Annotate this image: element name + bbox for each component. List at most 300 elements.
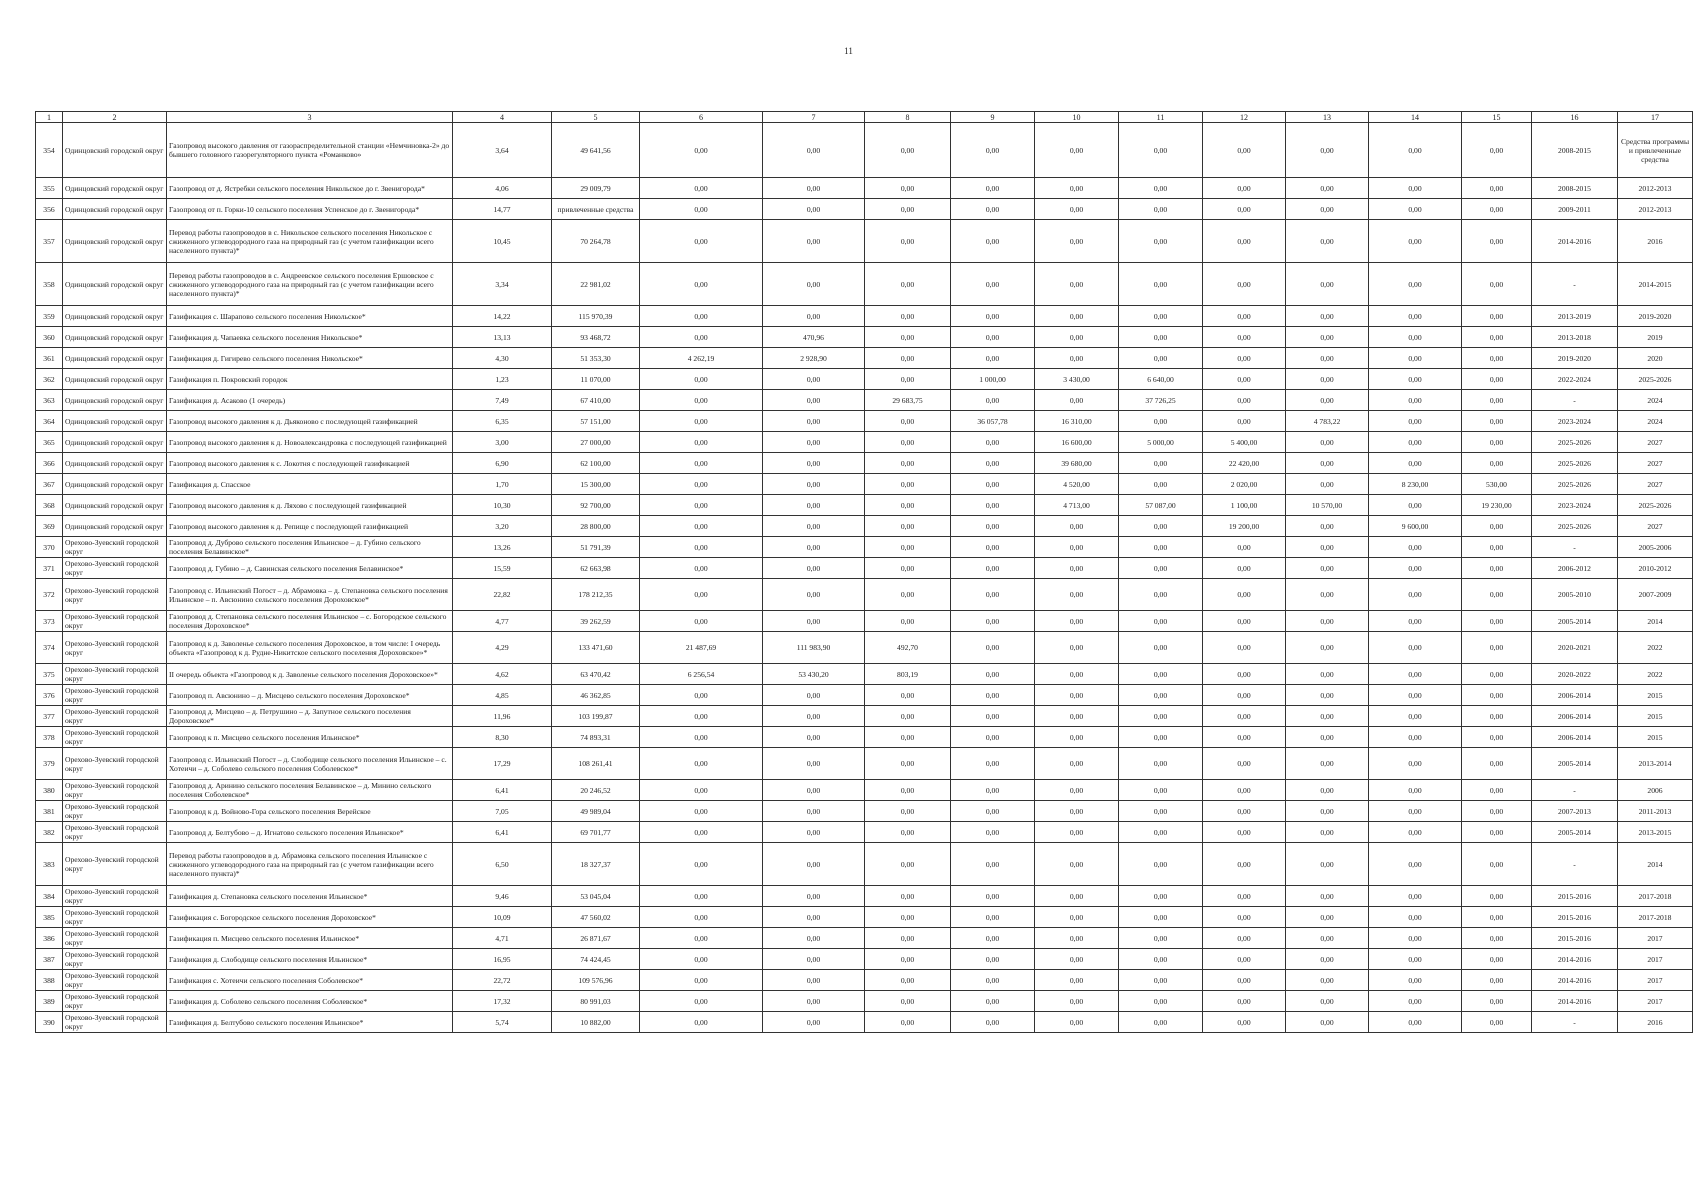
value-cell: 0,00	[1462, 199, 1532, 220]
value-cell: 49 989,04	[552, 801, 640, 822]
value-cell: 9 600,00	[1369, 516, 1462, 537]
value-cell: 0,00	[1286, 727, 1369, 748]
value-cell: 4,29	[453, 632, 552, 664]
value-cell: 2027	[1618, 453, 1693, 474]
value-cell: 2006-2014	[1532, 727, 1618, 748]
value-cell: 0,00	[951, 991, 1035, 1012]
value-cell: 2010-2012	[1618, 558, 1693, 579]
value-cell: 13,26	[453, 537, 552, 558]
row-number: 355	[36, 178, 63, 199]
value-cell: 0,00	[865, 327, 951, 348]
value-cell: 10,30	[453, 495, 552, 516]
district-cell: Орехово-Зуевский городской округ	[63, 991, 167, 1012]
row-number: 358	[36, 263, 63, 306]
value-cell: 6,90	[453, 453, 552, 474]
object-name-cell: Газопровод п. Авсюнино – д. Мисцево сельского поселения Дороховское*	[167, 685, 453, 706]
object-name-cell: Газификация д. Степановка сельского поселения Ильинское*	[167, 886, 453, 907]
row-number: 383	[36, 843, 63, 886]
district-cell: Орехово-Зуевский городской округ	[63, 558, 167, 579]
value-cell: 0,00	[951, 579, 1035, 611]
value-cell: 0,00	[763, 306, 865, 327]
value-cell: 2019-2020	[1618, 306, 1693, 327]
value-cell: 0,00	[1119, 822, 1203, 843]
value-cell: 0,00	[763, 432, 865, 453]
value-cell: 0,00	[1203, 949, 1286, 970]
value-cell: 0,00	[640, 970, 763, 991]
value-cell: 2014	[1618, 843, 1693, 886]
value-cell: 0,00	[1462, 327, 1532, 348]
value-cell: 0,00	[865, 537, 951, 558]
value-cell: 0,00	[1286, 928, 1369, 949]
table-row	[36, 178, 1693, 199]
value-cell: 6,35	[453, 411, 552, 432]
value-cell: 0,00	[951, 453, 1035, 474]
value-cell: 2005-2006	[1618, 537, 1693, 558]
value-cell: 0,00	[1369, 822, 1462, 843]
value-cell: 1,23	[453, 369, 552, 390]
value-cell: 0,00	[1369, 390, 1462, 411]
value-cell: 0,00	[951, 1012, 1035, 1033]
district-cell: Орехово-Зуевский городской округ	[63, 537, 167, 558]
value-cell: 47 560,02	[552, 907, 640, 928]
value-cell: 6 256,54	[640, 664, 763, 685]
value-cell: 2025-2026	[1532, 432, 1618, 453]
object-name-cell: Газификация д. Белтубово сельского поселения Ильинское*	[167, 1012, 453, 1033]
object-name-cell: Перевод работы газопроводов в д. Абрамовка сельского поселения Ильинское с сжиженного углеводородного газа на природный газ (с учетом газификации всего населенного пункта)*	[167, 843, 453, 886]
value-cell: 0,00	[763, 123, 865, 178]
value-cell: Средства программы и привлеченные средства	[1618, 123, 1693, 178]
value-cell: 0,00	[951, 843, 1035, 886]
table-row	[36, 1012, 1693, 1033]
column-header: 3	[167, 112, 453, 123]
row-number: 386	[36, 928, 63, 949]
district-cell: Орехово-Зуевский городской округ	[63, 970, 167, 991]
value-cell: 0,00	[1462, 537, 1532, 558]
value-cell: 0,00	[763, 474, 865, 495]
district-cell: Одинцовский городской округ	[63, 432, 167, 453]
district-cell: Орехово-Зуевский городской округ	[63, 928, 167, 949]
value-cell: 6 640,00	[1119, 369, 1203, 390]
table-row	[36, 706, 1693, 727]
value-cell: 0,00	[1035, 123, 1119, 178]
value-cell: 0,00	[865, 178, 951, 199]
district-cell: Орехово-Зуевский городской округ	[63, 611, 167, 632]
value-cell: 0,00	[1035, 843, 1119, 886]
value-cell: 0,00	[1369, 558, 1462, 579]
value-cell: 3,64	[453, 123, 552, 178]
value-cell: 2017-2018	[1618, 907, 1693, 928]
value-cell: 0,00	[951, 348, 1035, 369]
value-cell: 0,00	[640, 495, 763, 516]
value-cell: 2008-2015	[1532, 178, 1618, 199]
value-cell: -	[1532, 263, 1618, 306]
value-cell: 51 791,39	[552, 537, 640, 558]
district-cell: Орехово-Зуевский городской округ	[63, 1012, 167, 1033]
value-cell: 0,00	[763, 369, 865, 390]
value-cell: 2027	[1618, 516, 1693, 537]
table-row	[36, 991, 1693, 1012]
value-cell: 0,00	[1119, 537, 1203, 558]
value-cell: 0,00	[1286, 801, 1369, 822]
value-cell: 0,00	[951, 632, 1035, 664]
value-cell: 14,77	[453, 199, 552, 220]
value-cell: 2015	[1618, 685, 1693, 706]
value-cell: 0,00	[1286, 220, 1369, 263]
value-cell: 2019-2020	[1532, 348, 1618, 369]
object-name-cell: Газопровод д. Дуброво сельского поселения Ильинское – д. Губино сельского поселения Белавинское*	[167, 537, 453, 558]
value-cell: 0,00	[1119, 780, 1203, 801]
value-cell: 4 262,19	[640, 348, 763, 369]
value-cell: 0,00	[640, 611, 763, 632]
table-row	[36, 390, 1693, 411]
value-cell: 0,00	[763, 843, 865, 886]
value-cell: 0,00	[1035, 306, 1119, 327]
value-cell: 103 199,87	[552, 706, 640, 727]
object-name-cell: Газопровод д. Губино – д. Савинская сельского поселения Белавинское*	[167, 558, 453, 579]
value-cell: 0,00	[1203, 537, 1286, 558]
value-cell: 10 570,00	[1286, 495, 1369, 516]
table-row	[36, 822, 1693, 843]
value-cell: 0,00	[763, 1012, 865, 1033]
table-row	[36, 579, 1693, 611]
row-number: 377	[36, 706, 63, 727]
value-cell: 111 983,90	[763, 632, 865, 664]
value-cell: 0,00	[1462, 348, 1532, 369]
value-cell: 0,00	[1369, 886, 1462, 907]
table-row	[36, 516, 1693, 537]
value-cell: 4,06	[453, 178, 552, 199]
object-name-cell: Газификация с. Шарапово сельского поселения Никольское*	[167, 306, 453, 327]
value-cell: 0,00	[763, 495, 865, 516]
value-cell: 7,05	[453, 801, 552, 822]
district-cell: Орехово-Зуевский городской округ	[63, 801, 167, 822]
value-cell: 0,00	[1119, 411, 1203, 432]
row-number: 372	[36, 579, 63, 611]
row-number: 362	[36, 369, 63, 390]
value-cell: 62 100,00	[552, 453, 640, 474]
value-cell: 9,46	[453, 886, 552, 907]
value-cell: 0,00	[763, 822, 865, 843]
value-cell: 2014-2016	[1532, 220, 1618, 263]
column-header: 11	[1119, 112, 1203, 123]
row-number: 379	[36, 748, 63, 780]
value-cell: 0,00	[951, 727, 1035, 748]
value-cell: 11 070,00	[552, 369, 640, 390]
table-row	[36, 263, 1693, 306]
value-cell: 0,00	[1369, 495, 1462, 516]
object-name-cell: Газопровод высокого давления к д. Новоалександровка с последующей газификацией	[167, 432, 453, 453]
value-cell: 803,19	[865, 664, 951, 685]
value-cell: 29 009,79	[552, 178, 640, 199]
value-cell: 0,00	[1035, 664, 1119, 685]
value-cell: 0,00	[1369, 685, 1462, 706]
value-cell: -	[1532, 1012, 1618, 1033]
value-cell: 49 641,56	[552, 123, 640, 178]
value-cell: 0,00	[1462, 390, 1532, 411]
value-cell: 0,00	[1203, 263, 1286, 306]
table-row	[36, 411, 1693, 432]
value-cell: 0,00	[865, 685, 951, 706]
value-cell: 0,00	[1462, 843, 1532, 886]
table-row	[36, 780, 1693, 801]
table-row	[36, 432, 1693, 453]
value-cell: 0,00	[865, 306, 951, 327]
value-cell: 0,00	[865, 495, 951, 516]
value-cell: 0,00	[1119, 748, 1203, 780]
value-cell: 0,00	[1462, 123, 1532, 178]
value-cell: 2 928,90	[763, 348, 865, 369]
value-cell: 2 020,00	[1203, 474, 1286, 495]
value-cell: 2023-2024	[1532, 495, 1618, 516]
column-header: 7	[763, 112, 865, 123]
value-cell: 2013-2018	[1532, 327, 1618, 348]
table-row	[36, 123, 1693, 178]
value-cell: 0,00	[1286, 886, 1369, 907]
value-cell: 0,00	[640, 516, 763, 537]
table-row	[36, 327, 1693, 348]
district-cell: Одинцовский городской округ	[63, 263, 167, 306]
value-cell: 0,00	[1203, 579, 1286, 611]
value-cell: 0,00	[1203, 843, 1286, 886]
value-cell: 0,00	[1119, 685, 1203, 706]
table-row	[36, 474, 1693, 495]
column-header: 4	[453, 112, 552, 123]
value-cell: 0,00	[640, 843, 763, 886]
value-cell: 0,00	[1035, 1012, 1119, 1033]
object-name-cell: Газопровод д. Мисцево – д. Петрушино – д. Запутное сельского поселения Дороховское*	[167, 706, 453, 727]
value-cell: 1 000,00	[951, 369, 1035, 390]
value-cell: 0,00	[1119, 970, 1203, 991]
value-cell: 530,00	[1462, 474, 1532, 495]
value-cell: 0,00	[951, 780, 1035, 801]
value-cell: 0,00	[865, 780, 951, 801]
value-cell: 0,00	[865, 220, 951, 263]
value-cell: 36 057,78	[951, 411, 1035, 432]
row-number: 390	[36, 1012, 63, 1033]
value-cell: 2017	[1618, 991, 1693, 1012]
value-cell: 0,00	[865, 949, 951, 970]
value-cell: 0,00	[1369, 579, 1462, 611]
value-cell: 4 783,22	[1286, 411, 1369, 432]
table-row	[36, 843, 1693, 886]
value-cell: 0,00	[1369, 348, 1462, 369]
value-cell: 2012-2013	[1618, 178, 1693, 199]
row-number: 366	[36, 453, 63, 474]
value-cell: 2006-2014	[1532, 685, 1618, 706]
value-cell: 93 468,72	[552, 327, 640, 348]
value-cell: 0,00	[865, 843, 951, 886]
value-cell: 0,00	[1203, 801, 1286, 822]
value-cell: 133 471,60	[552, 632, 640, 664]
value-cell: 80 991,03	[552, 991, 640, 1012]
table-row	[36, 907, 1693, 928]
object-name-cell: Перевод работы газопроводов в с. Андреевское сельского поселения Ершовское с сжиженного углеводородного газа на природный газ (с учетом газификации всего населенного пункта)*	[167, 263, 453, 306]
district-cell: Одинцовский городской округ	[63, 178, 167, 199]
value-cell: 15 300,00	[552, 474, 640, 495]
value-cell: 0,00	[1369, 123, 1462, 178]
value-cell: 0,00	[1369, 801, 1462, 822]
value-cell: 20 246,52	[552, 780, 640, 801]
value-cell: 0,00	[640, 727, 763, 748]
value-cell: 0,00	[1035, 558, 1119, 579]
value-cell: 0,00	[763, 453, 865, 474]
value-cell: 0,00	[1286, 516, 1369, 537]
value-cell: 0,00	[640, 907, 763, 928]
value-cell: 0,00	[763, 928, 865, 949]
value-cell: 0,00	[1119, 843, 1203, 886]
row-number: 384	[36, 886, 63, 907]
row-number: 387	[36, 949, 63, 970]
value-cell: 0,00	[1286, 263, 1369, 306]
value-cell: 22 420,00	[1203, 453, 1286, 474]
value-cell: 0,00	[640, 928, 763, 949]
column-header: 12	[1203, 112, 1286, 123]
value-cell: 0,00	[763, 178, 865, 199]
value-cell: 0,00	[1286, 843, 1369, 886]
value-cell: 0,00	[1035, 822, 1119, 843]
value-cell: -	[1532, 390, 1618, 411]
value-cell: -	[1532, 780, 1618, 801]
value-cell: 0,00	[865, 706, 951, 727]
value-cell: 0,00	[1203, 632, 1286, 664]
value-cell: 0,00	[1462, 780, 1532, 801]
value-cell: 0,00	[1286, 970, 1369, 991]
row-number: 368	[36, 495, 63, 516]
value-cell: 1,70	[453, 474, 552, 495]
value-cell: 0,00	[1462, 685, 1532, 706]
object-name-cell: Газопровод высокого давления к д. Ляхово с последующей газификацией	[167, 495, 453, 516]
value-cell: 0,00	[1119, 991, 1203, 1012]
value-cell: 10,45	[453, 220, 552, 263]
value-cell: 2009-2011	[1532, 199, 1618, 220]
value-cell: 0,00	[1203, 822, 1286, 843]
value-cell: 26 871,67	[552, 928, 640, 949]
value-cell: 0,00	[1119, 199, 1203, 220]
value-cell: 0,00	[865, 1012, 951, 1033]
value-cell: 0,00	[1286, 453, 1369, 474]
value-cell: 0,00	[1462, 453, 1532, 474]
value-cell: 0,00	[1119, 327, 1203, 348]
table-row	[36, 928, 1693, 949]
value-cell: 0,00	[763, 886, 865, 907]
value-cell: 0,00	[1203, 886, 1286, 907]
row-number: 389	[36, 991, 63, 1012]
value-cell: 13,13	[453, 327, 552, 348]
value-cell: 0,00	[951, 558, 1035, 579]
value-cell: 39 680,00	[1035, 453, 1119, 474]
value-cell: 2006	[1618, 780, 1693, 801]
value-cell: 0,00	[1286, 949, 1369, 970]
district-cell: Орехово-Зуевский городской округ	[63, 843, 167, 886]
value-cell: 0,00	[1369, 220, 1462, 263]
value-cell: 2019	[1618, 327, 1693, 348]
value-cell: 0,00	[640, 949, 763, 970]
value-cell: 57 087,00	[1119, 495, 1203, 516]
value-cell: 2015-2016	[1532, 907, 1618, 928]
value-cell: 0,00	[763, 558, 865, 579]
value-cell: 0,00	[1035, 907, 1119, 928]
value-cell: 46 362,85	[552, 685, 640, 706]
value-cell: 2025-2026	[1532, 474, 1618, 495]
column-header: 8	[865, 112, 951, 123]
value-cell: 0,00	[1369, 411, 1462, 432]
value-cell: 2014-2016	[1532, 970, 1618, 991]
value-cell: 0,00	[1203, 123, 1286, 178]
value-cell: 0,00	[1035, 537, 1119, 558]
value-cell: 0,00	[1286, 432, 1369, 453]
value-cell: 22 981,02	[552, 263, 640, 306]
table-row	[36, 537, 1693, 558]
value-cell: 0,00	[1286, 537, 1369, 558]
table-row	[36, 348, 1693, 369]
table-row	[36, 558, 1693, 579]
value-cell: 0,00	[1369, 432, 1462, 453]
value-cell: 0,00	[1035, 327, 1119, 348]
row-number: 370	[36, 537, 63, 558]
value-cell: 0,00	[951, 306, 1035, 327]
value-cell: 6,41	[453, 780, 552, 801]
row-number: 374	[36, 632, 63, 664]
row-number: 369	[36, 516, 63, 537]
value-cell: 0,00	[1035, 727, 1119, 748]
value-cell: 0,00	[763, 970, 865, 991]
row-number: 381	[36, 801, 63, 822]
value-cell: 0,00	[1369, 664, 1462, 685]
value-cell: 2005-2014	[1532, 748, 1618, 780]
value-cell: 2005-2014	[1532, 611, 1618, 632]
district-cell: Одинцовский городской округ	[63, 495, 167, 516]
value-cell: 15,59	[453, 558, 552, 579]
value-cell: 0,00	[1369, 706, 1462, 727]
value-cell: 0,00	[1119, 579, 1203, 611]
value-cell: 2020	[1618, 348, 1693, 369]
value-cell: 2017-2018	[1618, 886, 1693, 907]
value-cell: 0,00	[1119, 801, 1203, 822]
value-cell: 0,00	[1462, 432, 1532, 453]
row-number: 364	[36, 411, 63, 432]
value-cell: 0,00	[865, 199, 951, 220]
object-name-cell: Газификация д. Асаково (1 очередь)	[167, 390, 453, 411]
value-cell: 0,00	[951, 928, 1035, 949]
value-cell: 0,00	[1035, 801, 1119, 822]
value-cell: 0,00	[1286, 199, 1369, 220]
column-header: 16	[1532, 112, 1618, 123]
value-cell: 0,00	[1203, 306, 1286, 327]
column-header: 13	[1286, 112, 1369, 123]
object-name-cell: Газопровод от п. Горки-10 сельского поселения Успенское до г. Звенигорода*	[167, 199, 453, 220]
table-body	[36, 123, 1693, 1033]
value-cell: 2012-2013	[1618, 199, 1693, 220]
row-number: 361	[36, 348, 63, 369]
value-cell: 0,00	[640, 685, 763, 706]
value-cell: 0,00	[1035, 991, 1119, 1012]
value-cell: 0,00	[1035, 780, 1119, 801]
value-cell: 10,09	[453, 907, 552, 928]
object-name-cell: Газопровод с. Ильинский Погост – д. Слободище сельского поселения Ильинское – с. Хотеичи – д. Соболево сельского поселения Соболевское*	[167, 748, 453, 780]
value-cell: 0,00	[1119, 928, 1203, 949]
table-row	[36, 949, 1693, 970]
district-cell: Одинцовский городской округ	[63, 369, 167, 390]
district-cell: Одинцовский городской округ	[63, 199, 167, 220]
value-cell: 0,00	[1119, 306, 1203, 327]
value-cell: 0,00	[1462, 970, 1532, 991]
value-cell: 19 200,00	[1203, 516, 1286, 537]
value-cell: 0,00	[865, 801, 951, 822]
district-cell: Одинцовский городской округ	[63, 453, 167, 474]
object-name-cell: Газопровод к д. Заволенье сельского поселения Дороховское, в том числе: I очередь объекта «Газопровод к д. Рудне-Никитское сельского поселения Дороховское»*	[167, 632, 453, 664]
value-cell: 4,77	[453, 611, 552, 632]
value-cell: 14,22	[453, 306, 552, 327]
